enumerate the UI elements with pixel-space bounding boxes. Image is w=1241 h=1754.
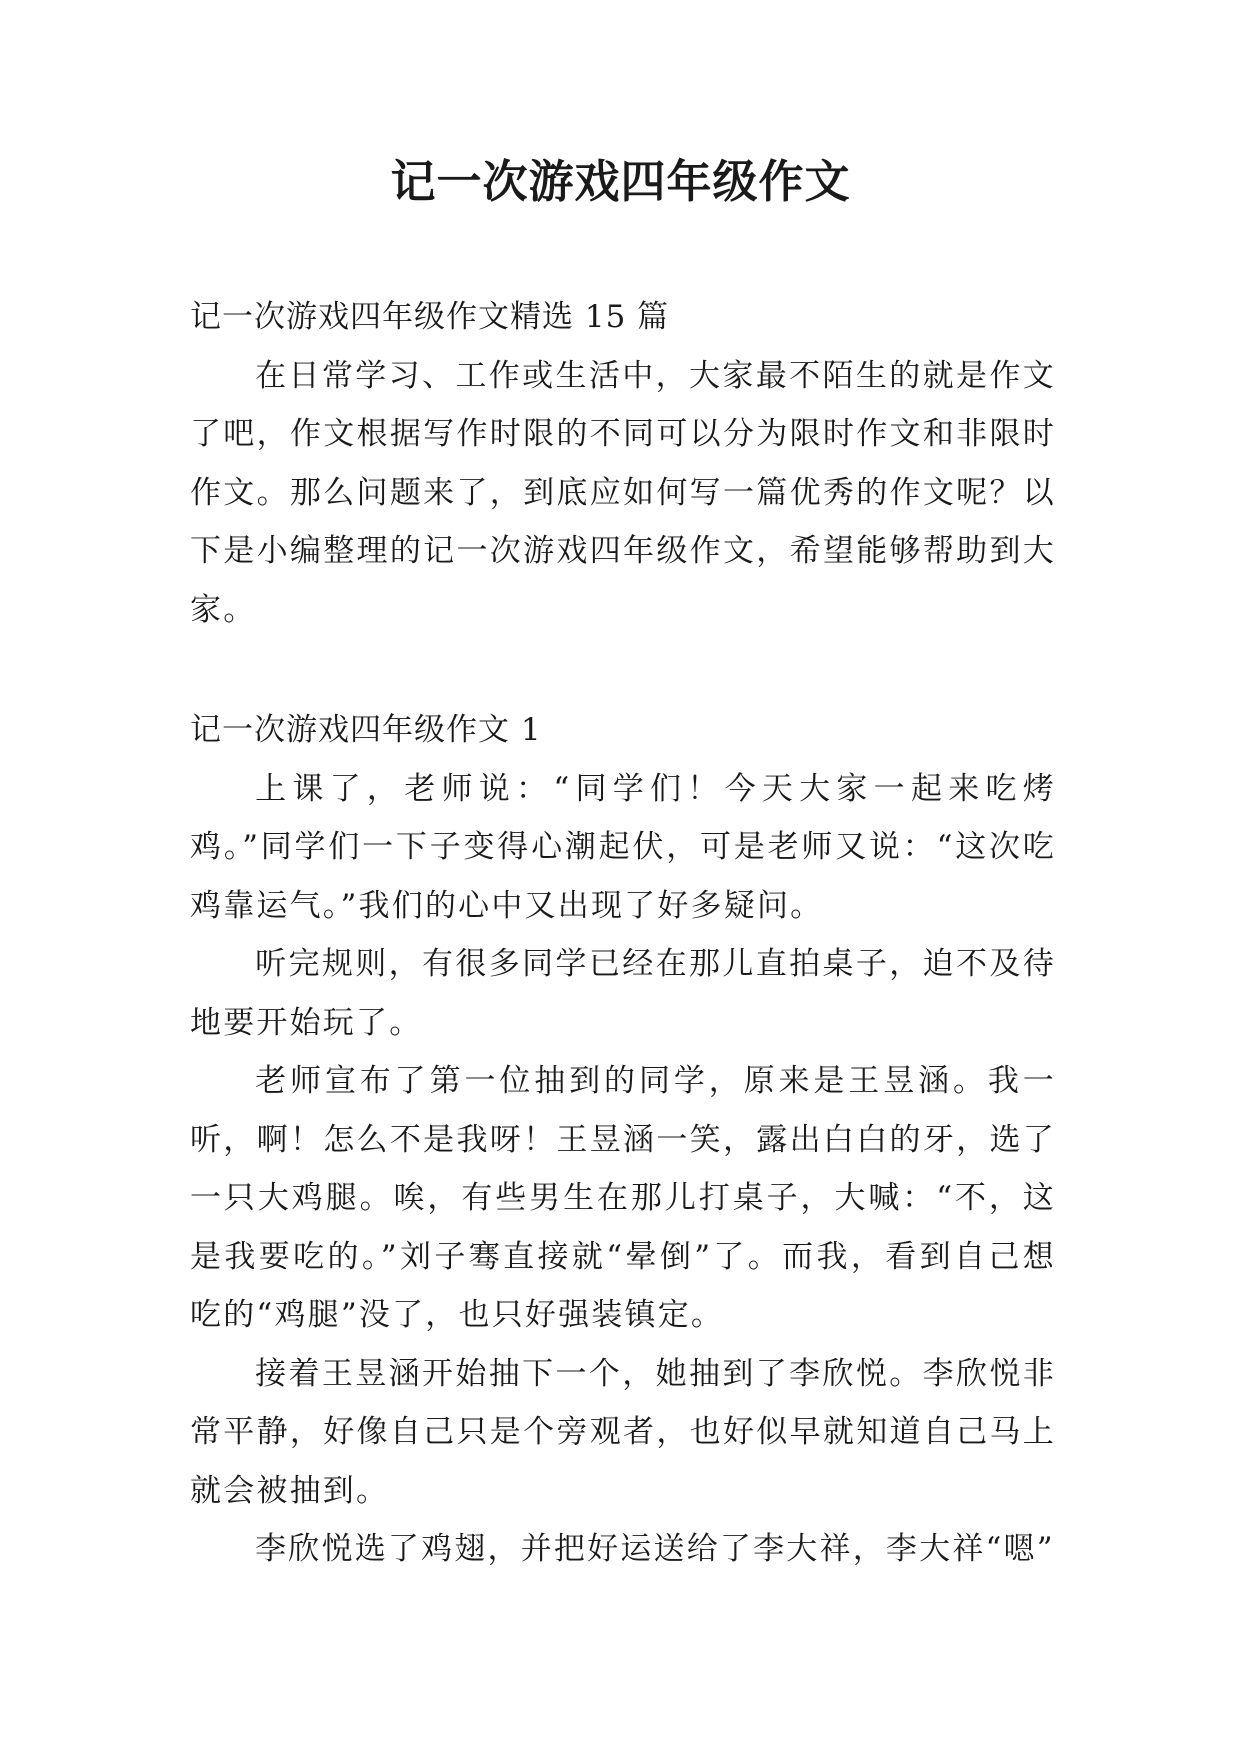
essay-paragraph: 上课了，老师说：“同学们！今天大家一起来吃烤鸡。”同学们一下子变得心潮起伏，可是老师又说：“这次吃鸡靠运气。”我们的心中又出现了好多疑问。	[190, 770, 1056, 924]
essay-heading: 记一次游戏四年级作文 1	[190, 712, 542, 748]
essay-paragraph: 老师宣布了第一位抽到的同学，原来是王昱涵。我一听，啊！怎么不是我呀！王昱涵一笑，露出白白的牙，选了一只大鸡腿。唉，有些男生在那儿打桌子，大喊：“不，这是我要吃的。”刘子骞直接就“晕倒”了。而我，看到自己想吃的“鸡腿”没了，也只好强装镇定。	[190, 1063, 1056, 1333]
document-title: 记一次游戏四年级作文	[390, 155, 851, 208]
essay-paragraph: 李欣悦选了鸡翅，并把好运送给了李大祥，李大祥“嗯”	[255, 1531, 1055, 1567]
subtitle: 记一次游戏四年级作文精选 15 篇	[190, 299, 670, 335]
intro-paragraph: 在日常学习、工作或生活中，大家最不陌生的就是作文了吧，作文根据写作时限的不同可以分为限时作文和非限时作文。那么问题来了，到底应如何写一篇优秀的作文呢？以下是小编整理的记一次游戏四年级作文，希望能够帮助到大家。	[190, 357, 1056, 628]
document-body	[190, 288, 1056, 1579]
essay-paragraph: 听完规则，有很多同学已经在那儿直拍桌子，迫不及待地要开始玩了。	[190, 946, 1056, 1041]
essay-paragraph: 接着王昱涵开始抽下一个，她抽到了李欣悦。李欣悦非常平静，好像自己只是个旁观者，也好似早就知道自己马上就会被抽到。	[190, 1355, 1056, 1509]
